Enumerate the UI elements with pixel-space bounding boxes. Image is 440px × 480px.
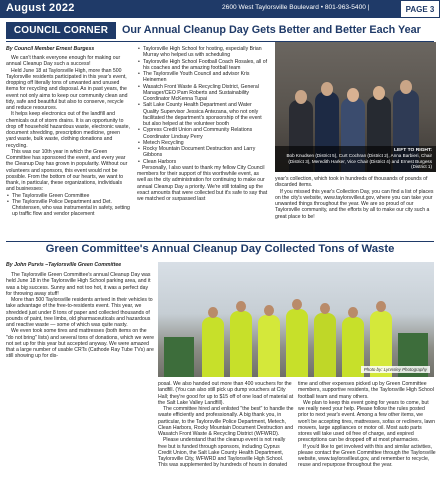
council-corner-label: COUNCIL CORNER [6, 22, 116, 39]
paragraph: We even took some tires and mattresses (both items on the "do not bring" lists) and several tons of donations, which we were not set up for this year but accepted anyway. We were amazed that a large number of usable CRTs (Cathode Ray Tube TVs) are still showing up for dis- [6, 328, 154, 360]
paragraph: Held June 18 at Taylorsville High, more than 500 Taylorsville residents participated in this year's event, dropping off literally tons of unwanted and unused items for recycling and disposal. As in past years, the event not only aims to keep our community clean and tidy, safe and beautiful but also to conserve, recycle and reduce resources. [6, 67, 128, 111]
person-head [347, 88, 359, 102]
list-item: • Wasatch Front Waste & Recycling District, General Manager/CEO Pam Roberts and Sustainability Coordinator McKenna Tupai [137, 84, 269, 103]
list-item: • Taylorsville High School for hosting, especially Brian Murray who helped us with scheduling [137, 46, 269, 59]
paragraph: The Taylorsville Green Committee's annual Cleanup Day was held June 18 in the Taylorsville High School parking area, and it was a big success. Sunny and not too hot, it was a perfect day for throwing away stuff! [6, 272, 151, 297]
paragraph: The committee hired and enlisted "the best" to handle the waste efficiently and professionally. A big thank you, in particular, to the Taylorsville Police Department, Metech, Clean Harbors, Rocky Mountain Document Destruction and Wasatch Front Waste & Recycling District (WFWRD). [158, 406, 294, 437]
thanks-list-continued [137, 46, 269, 165]
divider [6, 241, 434, 242]
worker-figure [230, 311, 252, 377]
paragraph: More than 500 Taylorsville residents arrived in their vehicles to take advantage of the free-to-residents event. This year, we shredded just under 8 tons of paper and collected thousands of pounds of paint, tree limbs, old pharmaceuticals and hazardous and reactive waste — some of which was quite nasty. [6, 297, 153, 328]
worker-head [376, 301, 386, 312]
worker-figure [202, 317, 224, 377]
worker-head [236, 301, 246, 312]
worker-head [348, 307, 358, 318]
worker-head [320, 303, 330, 314]
worker-head [264, 305, 274, 316]
person-head [295, 90, 307, 104]
list-item: • The Taylorsville Police Department and Det. Christensen, who was instrumental in safety, setting up traffic flow and vendor placement [6, 199, 130, 218]
paragraph: posal. We also handed out more than 400 vouchers for the landfill. (You can also still pick up dump vouchers at City Hall; they're good for up to $15 off of one load of material at the Salt Lake Valley Landfill). [158, 381, 294, 406]
caption-text: Bob Knudsen (District 5), Curt Cochran (District 2), Anna Barbieri, Chair (District 3), Meredith Harker, Vice Chair (District 4) and Ernest Burgess (District 1) [286, 153, 432, 170]
paragraph: This was our 10th year in which the Green Committee has sponsored the event, and every year the Cleanup Day has grown in popularity. Without our volunteers and sponsors, this event would not be possible. From the bottom of our hearts, we want to thank, in particular, these organizations, individuals and businesses: [6, 148, 128, 193]
city-address: 2600 West Taylorsville Boulevard • 801-963-5400 | [222, 4, 370, 11]
worker-figure [258, 315, 280, 377]
paragraph: Personally, I also want to thank my fellow City Council members for their support of this worthwhile event, as well as the city administration for continuing to make our annual Cleanup Day a priority. We're still totaling up the exact amounts that were collected but it's safe to say that we matched or surpassed last [137, 164, 268, 202]
list-item: • The Taylorsville Youth Council and advisor Kris Heinemen [137, 71, 269, 84]
story-column-1 [6, 272, 154, 360]
paragraph: Please understand that the cleanup event is not really free but is funded through sponsors, including Cyprus Credit Union, the Salt Lake County Health Department, Taylorsville City, WFWRD and Taylorsville High School. This was supplemented by hundreds of hours in donated [158, 437, 288, 469]
council-members-photo [275, 42, 436, 172]
council-headline: Our Annual Cleanup Day Gets Better and Better Each Year [122, 24, 421, 36]
council-column-1 [6, 55, 130, 218]
paragraph: If you'd like to get involved with this and similar activities, please contact the Green Committee through the Taylorsville website, www.taylorsvilleut.gov, and remember to recycle, reuse and repurpose throughout the year. [298, 443, 436, 469]
trash-bin [164, 337, 194, 377]
issue-month: August 2022 [6, 2, 75, 14]
worker-head [292, 299, 302, 310]
green-committee-headline: Green Committee's Annual Cleanup Day Collected Tons of Waste [45, 243, 395, 255]
caption-title: LEFT TO RIGHT: [394, 147, 432, 153]
list-item: • Rocky Mountain Document Destruction and Larry Gibbons [137, 146, 269, 159]
worker-figure [314, 313, 336, 377]
list-item: • Taylorsville High School Football Coach Rosales, all of his coaches and the amazing football team [137, 59, 269, 72]
page-number: PAGE 3 [400, 0, 440, 18]
person-head [373, 86, 385, 100]
thanks-list [6, 193, 130, 218]
story-byline: By John Purvis –Taylorsville Green Committee [6, 262, 122, 268]
volunteers-photo [158, 262, 434, 377]
person-head [400, 80, 412, 94]
story-column-3 [298, 381, 436, 469]
story-column-2 [158, 381, 294, 469]
paragraph: time and other expenses picked up by Green Committee members, supportive residents, the Taylorsville High School football team and many others. [298, 381, 434, 400]
council-byline: By Council Member Ernest Burgess [6, 46, 95, 52]
paragraph: It helps keep electronics out of the landfill and chemicals out of storm drains. It is an opportunity to drop off household hazardous waste, electronic waste, document shredding, prescription medicine, green yard waste, bulk waste, clothing donations and recycling. [6, 111, 130, 149]
person-head [321, 82, 333, 96]
worker-head [208, 307, 218, 318]
list-item: • Salt Lake County Health Department and Water Quality Supervisor Jessica Antezana, who not only facilitated the department's sponsorship of the event but also helped at the volunteer booth [137, 102, 269, 127]
list-item: • Metech Recycling [137, 140, 269, 146]
council-column-3 [275, 176, 436, 220]
list-item: • Cypress Credit Union and Community Relations Coordinator Lindsay Perry [137, 127, 269, 140]
paragraph: year's collection, which took in hundreds of thousands of pounds of discarded items. [275, 176, 428, 189]
paragraph: If you missed this year's Collection Day, you can find a list of places on the city's website, www.taylorsvilleut.gov, where you can take your unwanted things throughout the year. We are so proud of our Taylorsville community, and the efforts by all to make our city such a great place to be! [275, 188, 434, 220]
council-column-2 [137, 46, 269, 202]
page-header [0, 0, 440, 18]
worker-figure [286, 309, 308, 377]
photo-caption [275, 146, 436, 172]
list-item: • The Taylorsville Green Committee [6, 193, 130, 199]
paragraph: We can't thank everyone enough for making our annual Cleanup Day such a success! [6, 55, 121, 68]
photo-credit: Photo by: Lynnsley Photography [361, 366, 430, 373]
list-item: • Clean Harbors [137, 159, 269, 165]
paragraph: We plan to keep this event going for years to come, but we really need your help. Please follow the rules posted prior to next year's event. Among a few other items, we won't be accepting tires, mattresses, sofas or recliners, lawn mowers, large appliances or motor oil. Most auto parts stores will take used oil free of charge, and expired prescriptions can be dropped off at most pharmacies. [298, 399, 435, 444]
